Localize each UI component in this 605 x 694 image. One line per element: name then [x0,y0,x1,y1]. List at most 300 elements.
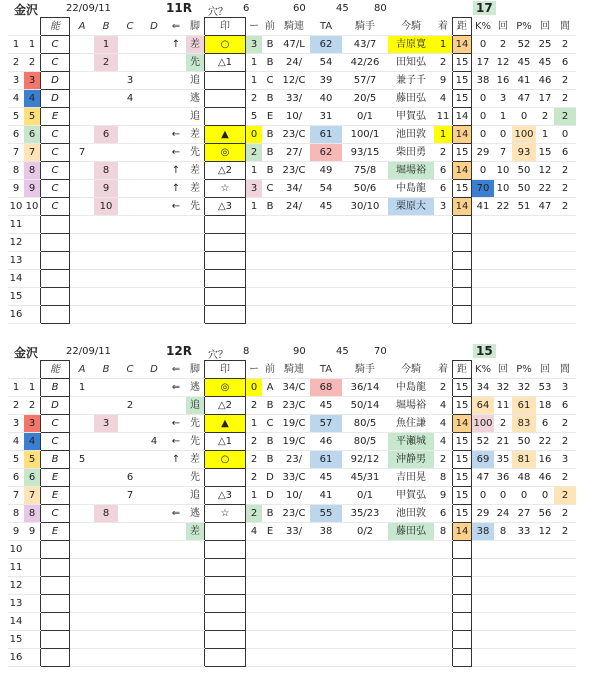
column-header: 今騎 [388,18,434,36]
cell-no: E [41,469,70,487]
cell-no: C [41,126,70,144]
cell-empty [494,288,512,306]
cell-d [142,108,166,126]
cell-p: 61 [512,397,536,415]
cell-kai2: 25 [536,36,554,54]
table-row[interactable] [8,487,576,505]
cell-kyo: 15 [453,90,472,108]
cell-empty [142,306,166,324]
cell-empty [494,234,512,252]
cell-kyaku: 差 [186,180,205,198]
cell-kishu: 43/7 [342,36,388,54]
cell-chaku: 1 [434,126,453,144]
header-value-2: 45 [336,3,349,14]
cell-mark: △2 [205,397,246,415]
cell-empty [94,631,118,649]
cell-c [118,523,142,541]
cell-empty [41,631,70,649]
cell-empty [118,631,142,649]
cell-mark [205,72,246,90]
cell-ima: 甲賀弘 [388,108,434,126]
cell-empty [453,234,472,252]
cell-empty [554,234,576,252]
cell-chaku: 9 [434,72,453,90]
cell-empty [166,649,186,667]
cell-kai2: 45 [536,54,554,72]
cell-empty [118,288,142,306]
cell-empty [472,559,495,577]
cell-empty [246,306,263,324]
cell-no: C [41,415,70,433]
cell-d [142,451,166,469]
cell-kai: 36 [494,469,512,487]
cell-mae: C [262,415,278,433]
cell-n: 9 [24,180,41,198]
cell-c: 3 [118,72,142,90]
cell-a [70,523,95,541]
cell-no: C [41,180,70,198]
cell-n: 8 [24,505,41,523]
cell-a [70,108,95,126]
cell-empty [186,234,205,252]
cell-empty [536,595,554,613]
cell-r: 2 [554,469,576,487]
column-header: ⇐ [166,361,186,379]
cell-k: 100 [472,415,495,433]
cell-p: 83 [512,415,536,433]
cell-mark: ◎ [205,144,246,162]
cell-chaku: 4 [434,397,453,415]
cell-empty [472,541,495,559]
empty-row [8,595,576,613]
cell-kiren: 27/ [278,144,310,162]
cell-b: 1 [94,36,118,54]
cell-r: 0 [554,126,576,144]
cell-mark: ◎ [205,379,246,397]
column-header: 今騎 [388,361,434,379]
cell-empty [24,649,41,667]
cell-empty [246,216,263,234]
column-header-row [8,18,576,36]
cell-w: 8 [8,505,24,523]
table-row[interactable] [8,397,576,415]
cell-b [94,72,118,90]
cell-kishu: 50/14 [342,397,388,415]
cell-d [142,198,166,216]
table-row[interactable] [8,198,576,216]
hole-number: 8 [243,346,250,357]
cell-empty [512,613,536,631]
cell-kai: 35 [494,451,512,469]
cell-b [94,433,118,451]
cell-ima: 堀場裕 [388,397,434,415]
column-header: 前 [262,18,278,36]
cell-mae: B [262,451,278,469]
row-number: 15 [8,288,24,306]
cell-chaku: 6 [434,505,453,523]
cell-kiren: 19/C [278,433,310,451]
cell-z: 1 [246,162,263,180]
cell-empty [24,288,41,306]
cell-empty [494,270,512,288]
cell-empty [342,252,388,270]
cell-z: 2 [246,505,263,523]
column-header: A [70,18,95,36]
row-number: 11 [8,216,24,234]
cell-empty [142,559,166,577]
cell-kishu: 75/8 [342,162,388,180]
cell-r: 2 [554,523,576,541]
cell-ta: 49 [310,162,342,180]
cell-mae: B [262,505,278,523]
table-row[interactable] [8,523,576,541]
cell-empty [246,559,263,577]
cell-empty [205,559,246,577]
cell-empty [118,252,142,270]
cell-kai2: 6 [536,415,554,433]
cell-c [118,180,142,198]
table-row[interactable] [8,162,576,180]
cell-b [94,144,118,162]
table-row[interactable] [8,72,576,90]
cell-kyo: 15 [453,144,472,162]
column-header: 印 [205,361,246,379]
cell-empty [453,577,472,595]
column-header-row [8,361,576,379]
cell-empty [472,613,495,631]
cell-kishu: 36/14 [342,379,388,397]
table-row[interactable] [8,126,576,144]
table-row[interactable] [8,433,576,451]
cell-mark: △3 [205,487,246,505]
cell-n: 4 [24,433,41,451]
cell-p: 33 [512,523,536,541]
cell-kishu: 80/5 [342,415,388,433]
cell-kishu: 0/1 [342,108,388,126]
cell-b [94,108,118,126]
cell-chaku: 2 [434,144,453,162]
cell-empty [186,613,205,631]
cell-r: 3 [554,379,576,397]
cell-chaku: 2 [434,379,453,397]
cell-no: C [41,54,70,72]
cell-kyaku: 先 [186,469,205,487]
cell-k: 52 [472,433,495,451]
cell-empty [41,234,70,252]
cell-empty [205,288,246,306]
cell-empty [262,649,278,667]
cell-no: D [41,72,70,90]
cell-c [118,54,142,72]
cell-arr [166,397,186,415]
cell-arr: ← [166,433,186,451]
table-row[interactable] [8,54,576,72]
cell-kyo: 15 [453,451,472,469]
cell-empty [278,306,310,324]
cell-d [142,90,166,108]
cell-empty [278,270,310,288]
cell-empty [142,216,166,234]
cell-empty [142,649,166,667]
cell-empty [554,595,576,613]
cell-empty [472,288,495,306]
cell-empty [118,541,142,559]
table-row[interactable] [8,108,576,126]
cell-empty [512,270,536,288]
cell-w: 2 [8,397,24,415]
cell-ta: 61 [310,451,342,469]
cell-empty [205,631,246,649]
cell-c [118,162,142,180]
table-row[interactable] [8,505,576,523]
cell-empty [278,216,310,234]
cell-empty [24,559,41,577]
cell-mark [205,90,246,108]
cell-empty [94,613,118,631]
table-row[interactable] [8,379,576,397]
cell-kiren: 23/C [278,397,310,415]
cell-empty [205,595,246,613]
empty-row [8,541,576,559]
cell-arr [166,469,186,487]
cell-empty [186,270,205,288]
cell-kai: 8 [494,523,512,541]
cell-kishu: 45/31 [342,469,388,487]
column-header: C [118,18,142,36]
header-value-1: 90 [293,346,306,357]
cell-empty [434,631,453,649]
cell-kyo: 14 [453,162,472,180]
cell-kyo: 15 [453,487,472,505]
row-number: 16 [8,306,24,324]
cell-empty [94,234,118,252]
cell-kiren: 33/C [278,469,310,487]
cell-empty [166,613,186,631]
cell-empty [453,252,472,270]
cell-empty [512,252,536,270]
cell-empty [278,649,310,667]
cell-empty [166,216,186,234]
cell-empty [142,270,166,288]
cell-d [142,505,166,523]
cell-arr: ↑ [166,162,186,180]
cell-kiren: 10/ [278,108,310,126]
header-value-3: 80 [374,3,387,14]
cell-empty [70,216,95,234]
column-header: 回 [536,361,554,379]
cell-empty [434,288,453,306]
cell-kai2: 16 [536,451,554,469]
cell-empty [453,216,472,234]
cell-empty [310,541,342,559]
cell-empty [166,288,186,306]
cell-arr: ⇐ [166,379,186,397]
cell-chaku: 2 [434,54,453,72]
cell-z: 2 [246,469,263,487]
cell-kyaku: 差 [186,523,205,541]
cell-d [142,36,166,54]
cell-kyo: 15 [453,397,472,415]
table-row[interactable] [8,144,576,162]
table-row[interactable] [8,469,576,487]
cell-ta: 62 [310,36,342,54]
cell-empty [278,577,310,595]
cell-w: 6 [8,469,24,487]
cell-w: 7 [8,487,24,505]
total-count: 15 [473,344,496,358]
table-row[interactable] [8,36,576,54]
cell-b: 8 [94,505,118,523]
cell-kyaku: 先 [186,54,205,72]
cell-empty [142,252,166,270]
cell-empty [388,270,434,288]
cell-w: 7 [8,144,24,162]
cell-empty [494,541,512,559]
cell-kishu: 57/7 [342,72,388,90]
cell-p: 50 [512,162,536,180]
cell-r: 3 [554,451,576,469]
cell-empty [388,613,434,631]
cell-r: 2 [554,72,576,90]
cell-empty [70,559,95,577]
cell-b [94,397,118,415]
cell-empty [554,306,576,324]
cell-empty [512,288,536,306]
cell-d: 4 [142,433,166,451]
cell-empty [278,631,310,649]
cell-empty [472,270,495,288]
column-header: 騎連 [278,361,310,379]
cell-empty [342,613,388,631]
table-row[interactable] [8,90,576,108]
table-row[interactable] [8,415,576,433]
cell-kyaku: 先 [186,415,205,433]
cell-ta: 39 [310,72,342,90]
cell-empty [70,288,95,306]
cell-c [118,433,142,451]
cell-kishu: 0/1 [342,487,388,505]
column-header [24,361,41,379]
cell-w: 2 [8,54,24,72]
column-header: 印 [205,18,246,36]
cell-mark: ☆ [205,505,246,523]
cell-n: 1 [24,379,41,397]
cell-empty [70,234,95,252]
cell-ima: 中島龍 [388,379,434,397]
cell-kyo: 15 [453,469,472,487]
cell-empty [24,306,41,324]
cell-empty [453,306,472,324]
cell-empty [262,234,278,252]
cell-empty [536,559,554,577]
cell-empty [41,613,70,631]
column-header: P% [512,361,536,379]
cell-empty [246,234,263,252]
cell-r: 2 [554,433,576,451]
cell-n: 9 [24,523,41,541]
table-row[interactable] [8,180,576,198]
cell-arr: ← [166,198,186,216]
cell-empty [310,306,342,324]
cell-z: 1 [246,72,263,90]
row-number: 12 [8,234,24,252]
cell-p: 81 [512,451,536,469]
cell-n: 7 [24,144,41,162]
cell-empty [310,577,342,595]
cell-n: 6 [24,469,41,487]
cell-r: 6 [554,144,576,162]
cell-empty [310,252,342,270]
column-header: TA [310,361,342,379]
cell-p: 32 [512,379,536,397]
cell-p: 47 [512,90,536,108]
column-header: 騎手 [342,18,388,36]
column-header: K% [472,18,495,36]
cell-mae: B [262,126,278,144]
cell-ima: 中島龍 [388,180,434,198]
cell-empty [262,216,278,234]
cell-empty [310,595,342,613]
cell-p: 93 [512,144,536,162]
cell-c [118,415,142,433]
cell-k: 0 [472,36,495,54]
cell-empty [453,288,472,306]
cell-kai: 10 [494,180,512,198]
cell-empty [554,577,576,595]
cell-k: 38 [472,72,495,90]
cell-empty [494,559,512,577]
cell-chaku: 8 [434,523,453,541]
empty-row [8,631,576,649]
cell-empty [342,577,388,595]
cell-c [118,379,142,397]
cell-empty [94,270,118,288]
column-header: 回 [494,18,512,36]
cell-kishu: 93/15 [342,144,388,162]
cell-p: 51 [512,198,536,216]
empty-row [8,559,576,577]
table-row[interactable] [8,451,576,469]
cell-kai: 12 [494,54,512,72]
cell-empty [278,559,310,577]
cell-c: 2 [118,397,142,415]
cell-b: 3 [94,415,118,433]
cell-no: C [41,433,70,451]
cell-ta: 45 [310,198,342,216]
cell-empty [453,613,472,631]
cell-ima: 甲賀弘 [388,487,434,505]
cell-ima: 吉原寛 [388,36,434,54]
cell-mae: B [262,433,278,451]
cell-empty [310,559,342,577]
cell-empty [186,216,205,234]
cell-r: 2 [554,198,576,216]
cell-empty [246,541,263,559]
cell-empty [41,252,70,270]
cell-p: 50 [512,180,536,198]
column-header: 距 [453,361,472,379]
cell-p: 100 [512,126,536,144]
cell-kiren: 12/C [278,72,310,90]
cell-no: C [41,144,70,162]
cell-empty [24,252,41,270]
cell-d [142,397,166,415]
cell-empty [166,631,186,649]
cell-r: 6 [554,397,576,415]
column-header: P% [512,18,536,36]
cell-a [70,90,95,108]
cell-kai: 2 [494,36,512,54]
